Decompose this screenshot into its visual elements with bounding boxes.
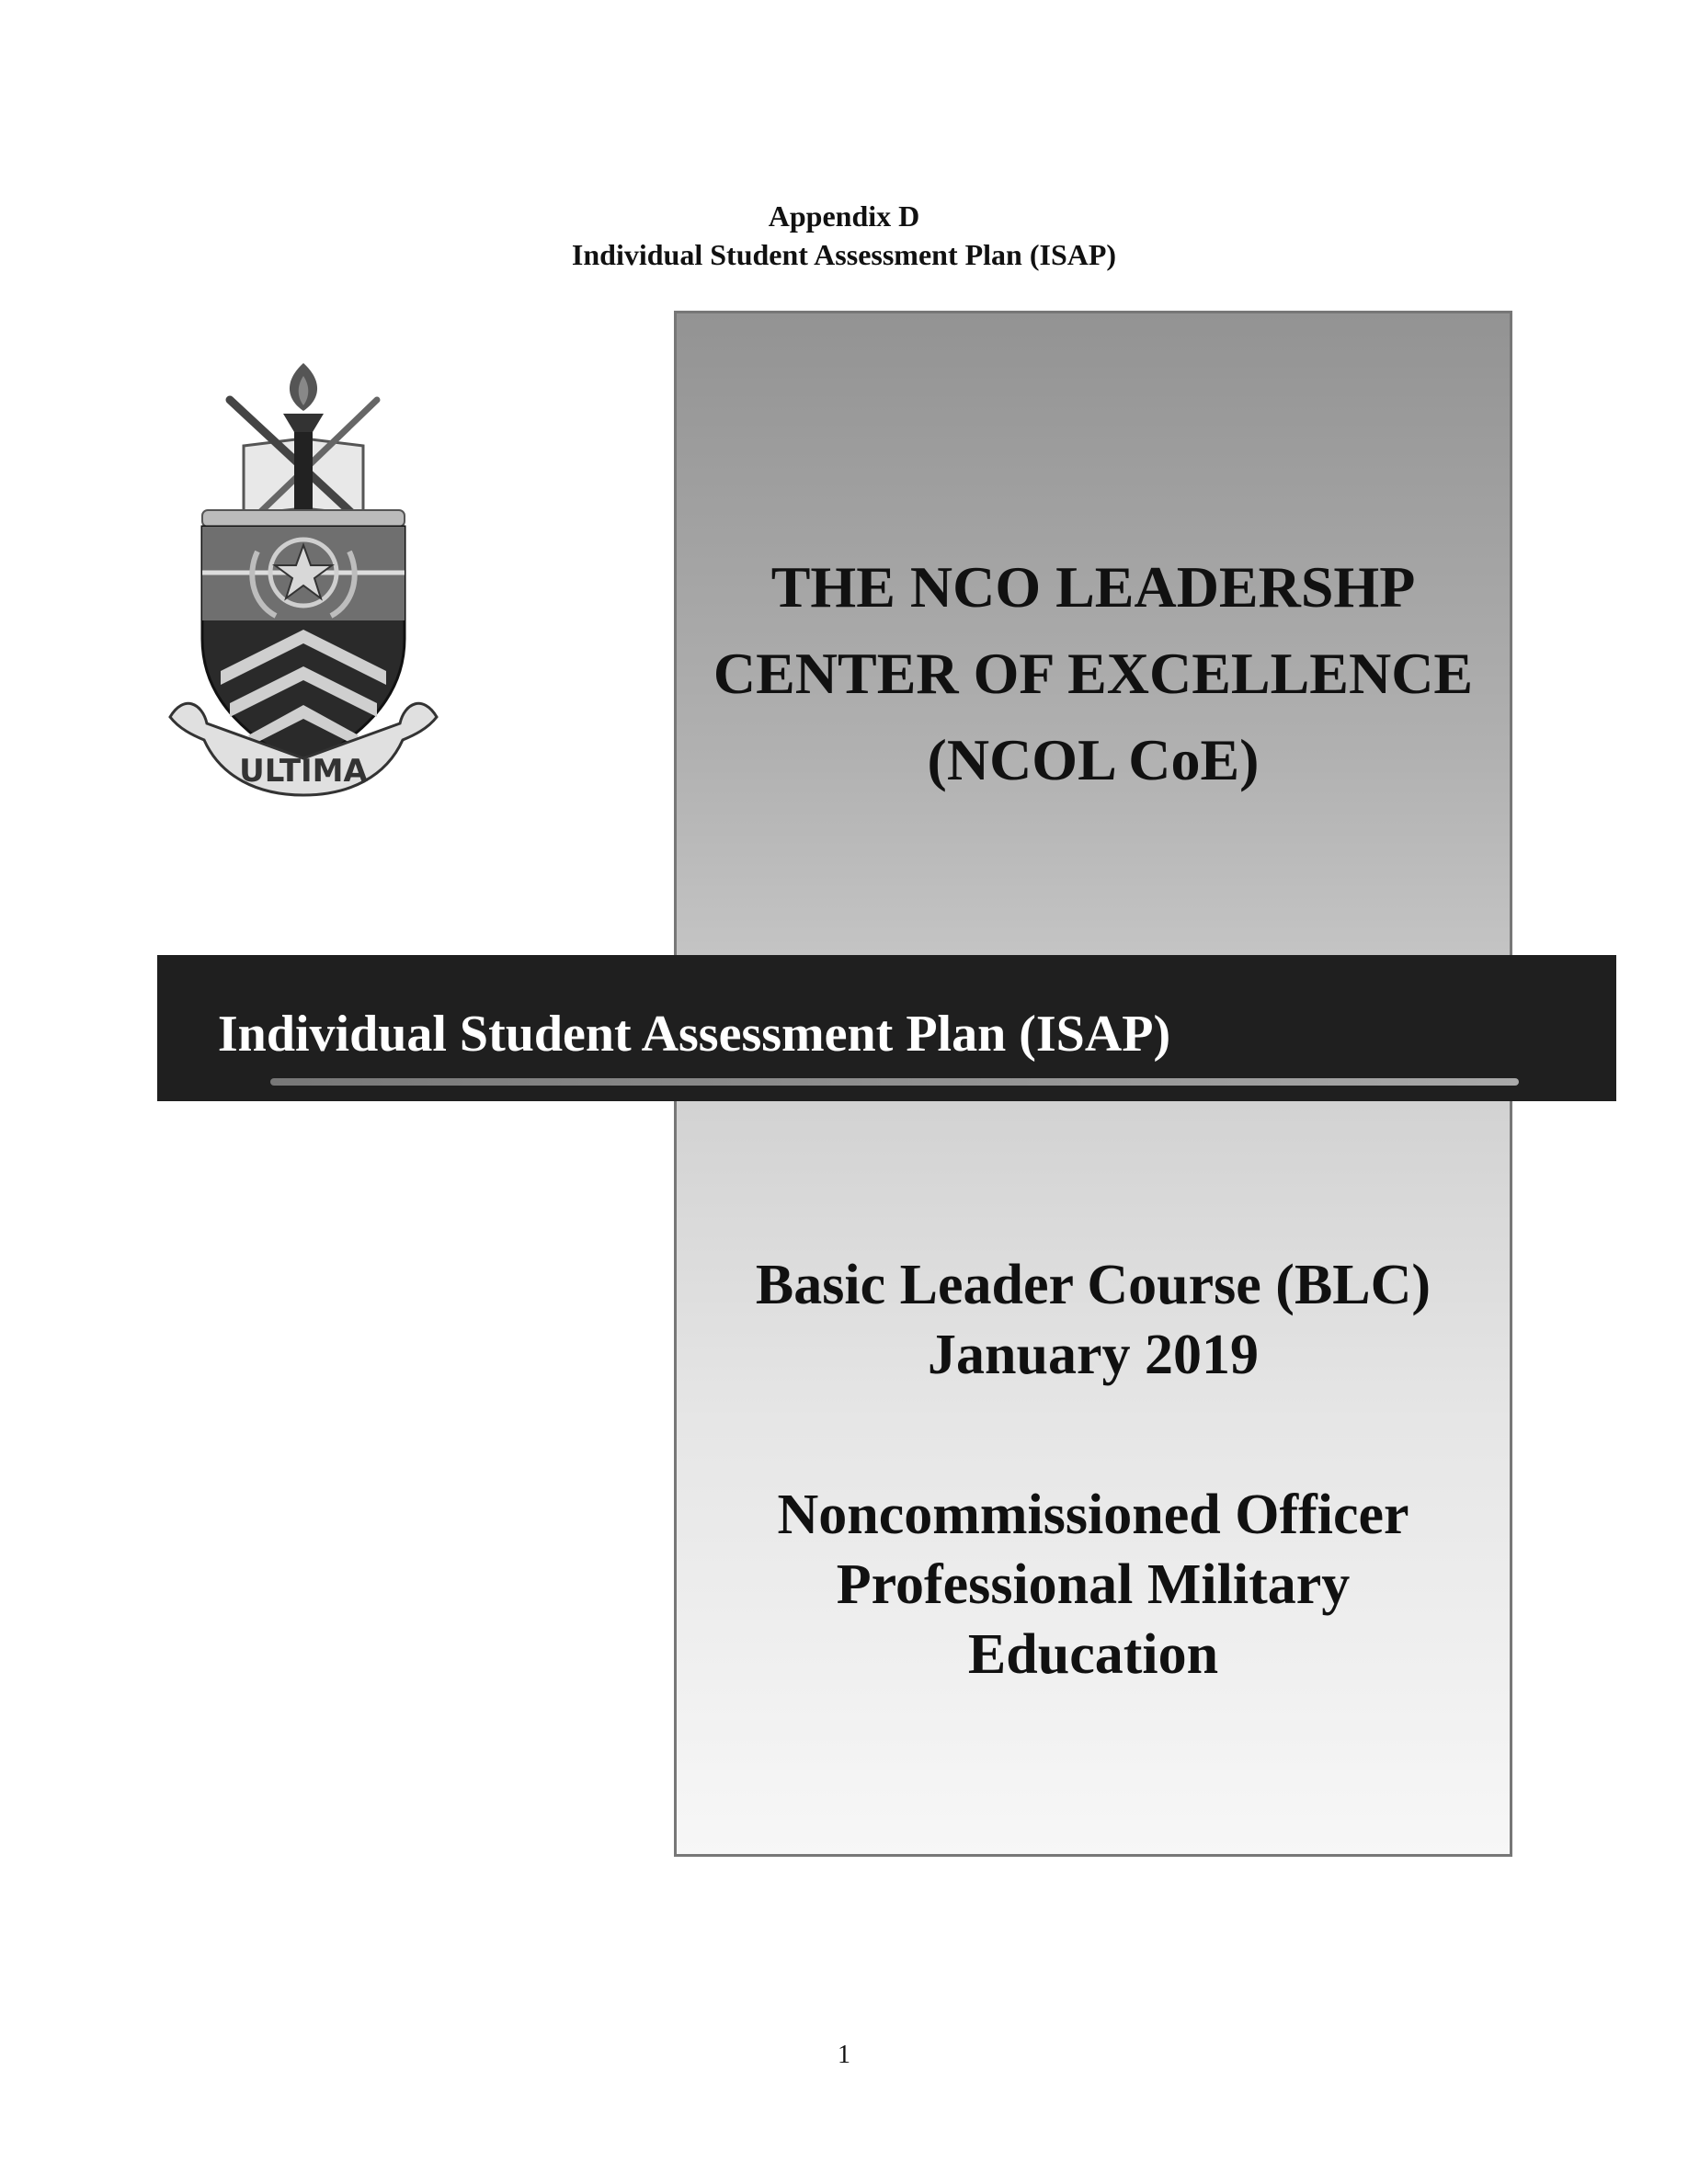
crest-motto: ULTIMA: [239, 753, 368, 790]
organization-title-line-3: (NCOL CoE): [927, 727, 1260, 792]
organization-title: [674, 544, 1512, 803]
course-info: [674, 1250, 1512, 1390]
page-header: [0, 197, 1688, 274]
course-date: January 2019: [928, 1324, 1259, 1386]
course-name: Basic Leader Course (BLC): [755, 1254, 1431, 1316]
document-title: Individual Student Assessment Plan (ISAP): [217, 1006, 1171, 1063]
appendix-label: Appendix D: [768, 199, 920, 233]
ncol-crest-icon: [165, 363, 441, 804]
program-line-3: Education: [967, 1623, 1219, 1686]
program-line-2: Professional Military: [836, 1553, 1351, 1616]
title-underline: [270, 1078, 1519, 1086]
program-line-1: Noncommissioned Officer: [777, 1484, 1409, 1546]
page-number: 1: [838, 2041, 850, 2069]
program-info: [674, 1480, 1512, 1689]
organization-title-line-2: CENTER OF EXCELLENCE: [713, 641, 1474, 706]
appendix-title: Individual Student Assessment Plan (ISAP): [571, 238, 1117, 271]
organization-title-line-1: THE NCO LEADERSHP: [770, 554, 1416, 620]
